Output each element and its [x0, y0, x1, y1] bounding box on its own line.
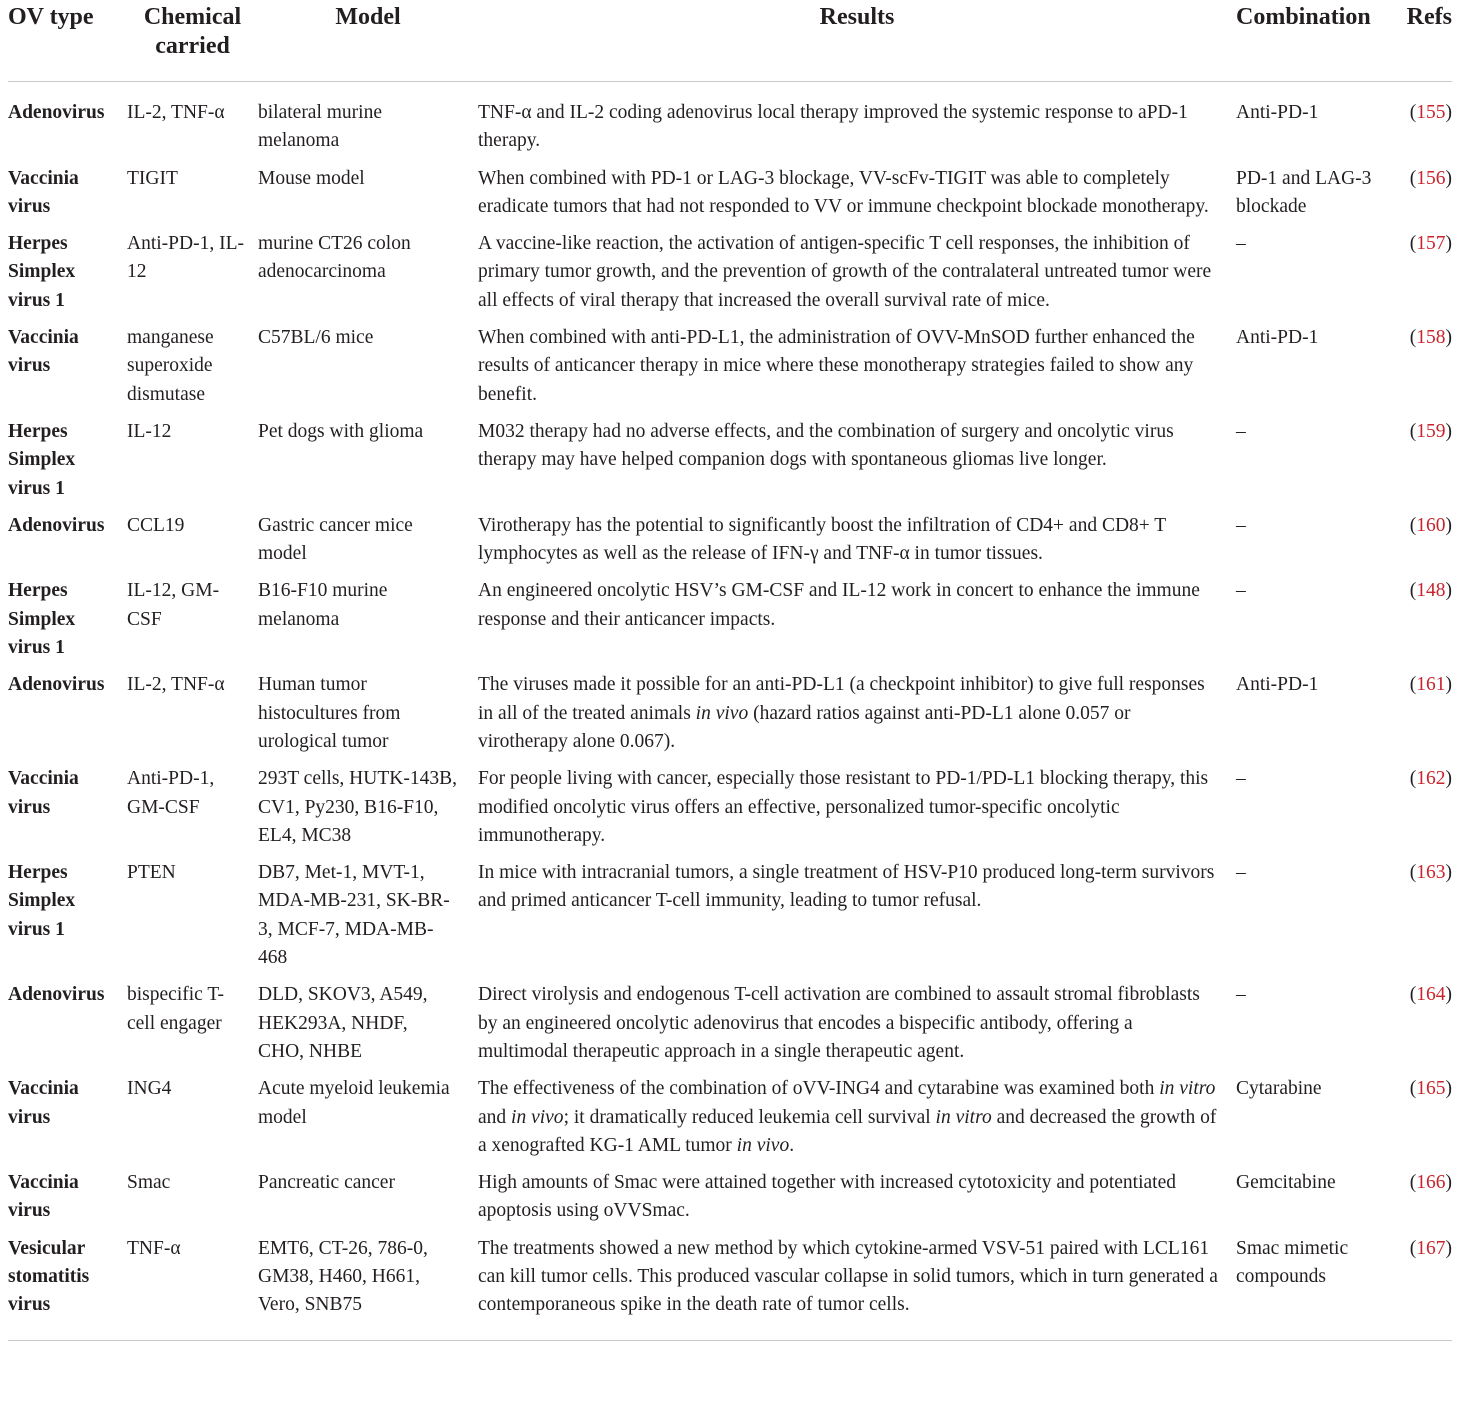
cell-chemical-carried: bispecific T-cell engager	[127, 984, 224, 1034]
ref-link[interactable]: 165	[1416, 1078, 1446, 1100]
cell-combination: Anti-PD-1	[1236, 674, 1319, 696]
header-row	[8, 0, 1452, 82]
ref-link[interactable]: 161	[1416, 674, 1446, 696]
results-segment: For people living with cancer, especially those resistant to PD-1/PD-L1 blocking therapy, this modified oncolytic virus offers an effective, personalized tumor-specific oncolytic immunotherapy.	[478, 768, 1209, 846]
table-row	[8, 230, 1452, 324]
table-row	[8, 418, 1452, 512]
cell-chemical-carried: Anti-PD-1, IL-12	[127, 233, 244, 283]
cell-combination: –	[1236, 420, 1246, 442]
ref-link[interactable]: 163	[1416, 862, 1446, 884]
table-row	[8, 765, 1452, 859]
cell-model: DB7, Met-1, MVT-1, MDA-MB-231, SK-BR-3, MCF-7, MDA-MB-468	[258, 862, 450, 969]
cell-ov-type: Vaccinia virus	[8, 327, 79, 377]
cell-ov-type: Adenovirus	[8, 984, 105, 1006]
cell-model: Gastric cancer mice model	[258, 514, 413, 565]
cell-chemical-carried: CCL19	[127, 514, 185, 536]
ref-link[interactable]: 148	[1416, 580, 1446, 602]
cell-model: Pancreatic cancer	[258, 1172, 395, 1194]
cell-model: 293T cells, HUTK-143B, CV1, Py230, B16-F10, EL4, MC38	[258, 768, 457, 846]
cell-combination: –	[1236, 514, 1246, 536]
cell-combination: –	[1236, 984, 1246, 1006]
results-segment: TNF-α and IL-2 coding adenovirus local therapy improved the systemic response to aPD-1 therapy.	[478, 102, 1188, 152]
cell-model: Mouse model	[258, 167, 365, 189]
cell-ref: (164)	[1409, 984, 1452, 1006]
cell-model: murine CT26 colon adenocarcinoma	[258, 233, 411, 283]
cell-chemical-carried: manganese superoxide dismutase	[127, 327, 214, 405]
cell-model: B16-F10 murine melanoma	[258, 580, 388, 630]
ov-table-container	[8, 0, 1452, 1341]
table-row	[8, 324, 1452, 418]
header-model: Model	[258, 0, 478, 82]
ref-link[interactable]: 157	[1416, 233, 1446, 255]
cell-chemical-carried: IL-12	[127, 420, 172, 442]
table-row	[8, 1169, 1452, 1235]
cell-ov-type: Vaccinia virus	[8, 1078, 79, 1128]
ref-link[interactable]: 158	[1416, 327, 1446, 349]
ref-link[interactable]: 160	[1416, 514, 1446, 536]
results-segment: ; it dramatically reduced leukemia cell survival	[563, 1106, 936, 1128]
cell-model: Human tumor histocultures from urological tumor	[258, 674, 401, 752]
cell-combination: –	[1236, 862, 1246, 884]
cell-ov-type: Adenovirus	[8, 514, 105, 536]
cell-results	[478, 1075, 1236, 1169]
ref-link[interactable]: 156	[1416, 167, 1446, 189]
results-segment: Direct virolysis and endogenous T-cell activation are combined to assault stromal fibroblasts by an engineered oncolytic adenovirus that encodes a bispecific antibody, offering a multimodal therapeutic approach in a single therapeutic agent.	[478, 984, 1200, 1062]
results-segment: (hazard ratios against anti-PD-L1 alone 0.057 or virotherapy alone 0.067).	[478, 702, 1131, 752]
cell-chemical-carried: IL-2, TNF-α	[127, 674, 225, 696]
cell-model: Acute myeloid leukemia model	[258, 1078, 450, 1128]
cell-chemical-carried: TIGIT	[127, 167, 178, 189]
results-segment: The viruses made it possible for an anti-PD-L1 (a checkpoint inhibitor) to give full responses in all of the treated animals	[478, 674, 1205, 724]
ref-link[interactable]: 159	[1416, 420, 1446, 442]
cell-ov-type: Herpes Simplex virus 1	[8, 420, 76, 499]
cell-ov-type: Vesicular stomatitis virus	[8, 1235, 127, 1340]
cell-ref: (166)	[1409, 1172, 1452, 1194]
cell-model: DLD, SKOV3, A549, HEK293A, NHDF, CHO, NHBE	[258, 984, 428, 1062]
results-segment: When combined with PD-1 or LAG-3 blockage, VV-scFv-TIGIT was able to completely eradicate tumors that had not responded to VV or immune checkpoint blockade monotherapy.	[478, 167, 1209, 217]
cell-results	[478, 230, 1236, 324]
cell-combination: PD-1 and LAG-3 blockade	[1236, 167, 1372, 217]
cell-ref: (163)	[1409, 862, 1452, 884]
results-segment: High amounts of Smac were attained together with increased cytotoxicity and potentiated apoptosis using oVVSmac.	[478, 1172, 1176, 1222]
cell-ref: (157)	[1409, 233, 1452, 255]
cell-ref: (156)	[1409, 167, 1452, 189]
cell-chemical-carried: IL-12, GM-CSF	[127, 580, 220, 630]
cell-ov-type: Herpes Simplex virus 1	[8, 580, 76, 659]
cell-chemical-carried: Smac	[127, 1172, 171, 1194]
oncolytic-virus-table	[8, 0, 1452, 1341]
cell-combination: Smac mimetic compounds	[1236, 1235, 1405, 1340]
results-segment: Virotherapy has the potential to significantly boost the infiltration of CD4+ and CD8+ T lymphocytes as well as the release of IFN-γ and TNF-α in tumor tissues.	[478, 514, 1166, 565]
table-row	[8, 82, 1452, 165]
header-chemical-carried: Chemical carried	[127, 0, 258, 82]
cell-ref: (167)	[1405, 1235, 1452, 1340]
cell-results	[478, 418, 1236, 512]
table-row	[8, 981, 1452, 1075]
results-segment: .	[789, 1134, 795, 1156]
results-segment: M032 therapy had no adverse effects, and the combination of surgery and oncolytic virus therapy may have helped companion dogs with spontaneous gliomas live longer.	[478, 420, 1174, 471]
cell-results	[478, 1169, 1236, 1235]
cell-chemical-carried: TNF-α	[127, 1235, 258, 1340]
cell-combination: Cytarabine	[1236, 1078, 1322, 1100]
table-header	[8, 0, 1452, 82]
ref-link[interactable]: 166	[1416, 1172, 1446, 1194]
ref-link[interactable]: 162	[1416, 768, 1446, 790]
header-combination: Combination	[1236, 0, 1405, 82]
ref-link[interactable]: 164	[1416, 984, 1446, 1006]
cell-ov-type: Adenovirus	[8, 674, 105, 696]
cell-results	[478, 512, 1236, 578]
cell-ov-type: Vaccinia virus	[8, 768, 79, 818]
ref-link[interactable]: 167	[1416, 1237, 1446, 1259]
cell-ref: (159)	[1409, 420, 1452, 442]
cell-combination: Anti-PD-1	[1236, 102, 1319, 123]
cell-results	[478, 859, 1236, 981]
cell-combination: Anti-PD-1	[1236, 327, 1319, 349]
cell-results	[478, 165, 1236, 231]
cell-model: bilateral murine melanoma	[258, 102, 382, 152]
table-row	[8, 165, 1452, 231]
cell-ov-type: Vaccinia virus	[8, 1172, 79, 1222]
results-segment: In mice with intracranial tumors, a single treatment of HSV-P10 produced long-term survivors and primed anticancer T-cell immunity, leading to tumor refusal.	[478, 862, 1215, 912]
cell-chemical-carried: PTEN	[127, 862, 176, 884]
results-segment: The effectiveness of the combination of oVV-ING4 and cytarabine was examined both	[478, 1078, 1160, 1100]
table-row	[8, 577, 1452, 671]
header-results: Results	[478, 0, 1236, 82]
cell-results	[478, 324, 1236, 418]
cell-ref: (158)	[1409, 327, 1452, 349]
results-italic-segment: in vivo	[511, 1106, 564, 1128]
cell-ov-type: Adenovirus	[8, 102, 105, 123]
results-italic-segment: in vivo	[695, 702, 749, 724]
cell-results	[478, 577, 1236, 671]
cell-chemical-carried: Anti-PD-1, GM-CSF	[127, 768, 215, 818]
table-body	[8, 82, 1452, 1341]
cell-results	[478, 671, 1236, 765]
table-row	[8, 671, 1452, 765]
header-ov-type: OV type	[8, 0, 127, 82]
table-row	[8, 1235, 1452, 1340]
cell-ov-type: Herpes Simplex virus 1	[8, 862, 76, 940]
cell-ref: (155)	[1409, 102, 1452, 123]
ref-link[interactable]: 155	[1416, 102, 1446, 123]
cell-combination: –	[1236, 768, 1246, 790]
results-italic-segment: in vivo	[736, 1134, 790, 1156]
cell-results	[478, 82, 1236, 165]
cell-ref: (165)	[1409, 1078, 1452, 1100]
results-segment: and decreased the growth of a xenografted KG-1 AML tumor	[478, 1106, 1217, 1156]
table-row	[8, 859, 1452, 981]
cell-model: C57BL/6 mice	[258, 327, 374, 349]
cell-ov-type: Vaccinia virus	[8, 167, 79, 217]
cell-results	[478, 1235, 1236, 1340]
results-segment: When combined with anti-PD-L1, the administration of OVV-MnSOD further enhanced the results of anticancer therapy in mice where these monotherapy strategies failed to show any benefit.	[478, 327, 1195, 405]
cell-chemical-carried: ING4	[127, 1078, 172, 1100]
cell-ref: (162)	[1409, 768, 1452, 790]
results-italic-segment: in vitro	[1159, 1078, 1216, 1100]
cell-ov-type: Herpes Simplex virus 1	[8, 233, 76, 311]
results-segment: A vaccine-like reaction, the activation of antigen-specific T cell responses, the inhibition of primary tumor growth, and the prevention of growth of the contralateral untreated tumor were all effects of viral therapy that increased the overall survival rate of mice.	[478, 233, 1212, 311]
cell-ref: (161)	[1409, 674, 1452, 696]
results-segment: An engineered oncolytic HSV’s GM-CSF and IL-12 work in concert to enhance the immune response and their anticancer impacts.	[478, 580, 1200, 630]
cell-results	[478, 765, 1236, 859]
results-segment: The treatments showed a new method by which cytokine-armed VSV-51 paired with LCL161 can kill tumor cells. This produced vascular collapse in solid tumors, which in turn generated a contemporaneous spike in the death rate of tumor cells.	[478, 1237, 1218, 1316]
results-italic-segment: in vitro	[935, 1106, 992, 1128]
table-row	[8, 512, 1452, 578]
results-segment: and	[478, 1106, 512, 1128]
cell-combination: Gemcitabine	[1236, 1172, 1336, 1194]
cell-results	[478, 981, 1236, 1075]
cell-ref: (160)	[1409, 514, 1452, 536]
cell-model: EMT6, CT-26, 786-0, GM38, H460, H661, Vero, SNB75	[258, 1235, 478, 1340]
cell-ref: (148)	[1409, 580, 1452, 602]
table-row	[8, 1075, 1452, 1169]
cell-model: Pet dogs with glioma	[258, 420, 424, 442]
cell-chemical-carried: IL-2, TNF-α	[127, 102, 225, 123]
cell-combination: –	[1236, 580, 1246, 602]
header-refs: Refs	[1405, 0, 1452, 82]
cell-combination: –	[1236, 233, 1246, 255]
